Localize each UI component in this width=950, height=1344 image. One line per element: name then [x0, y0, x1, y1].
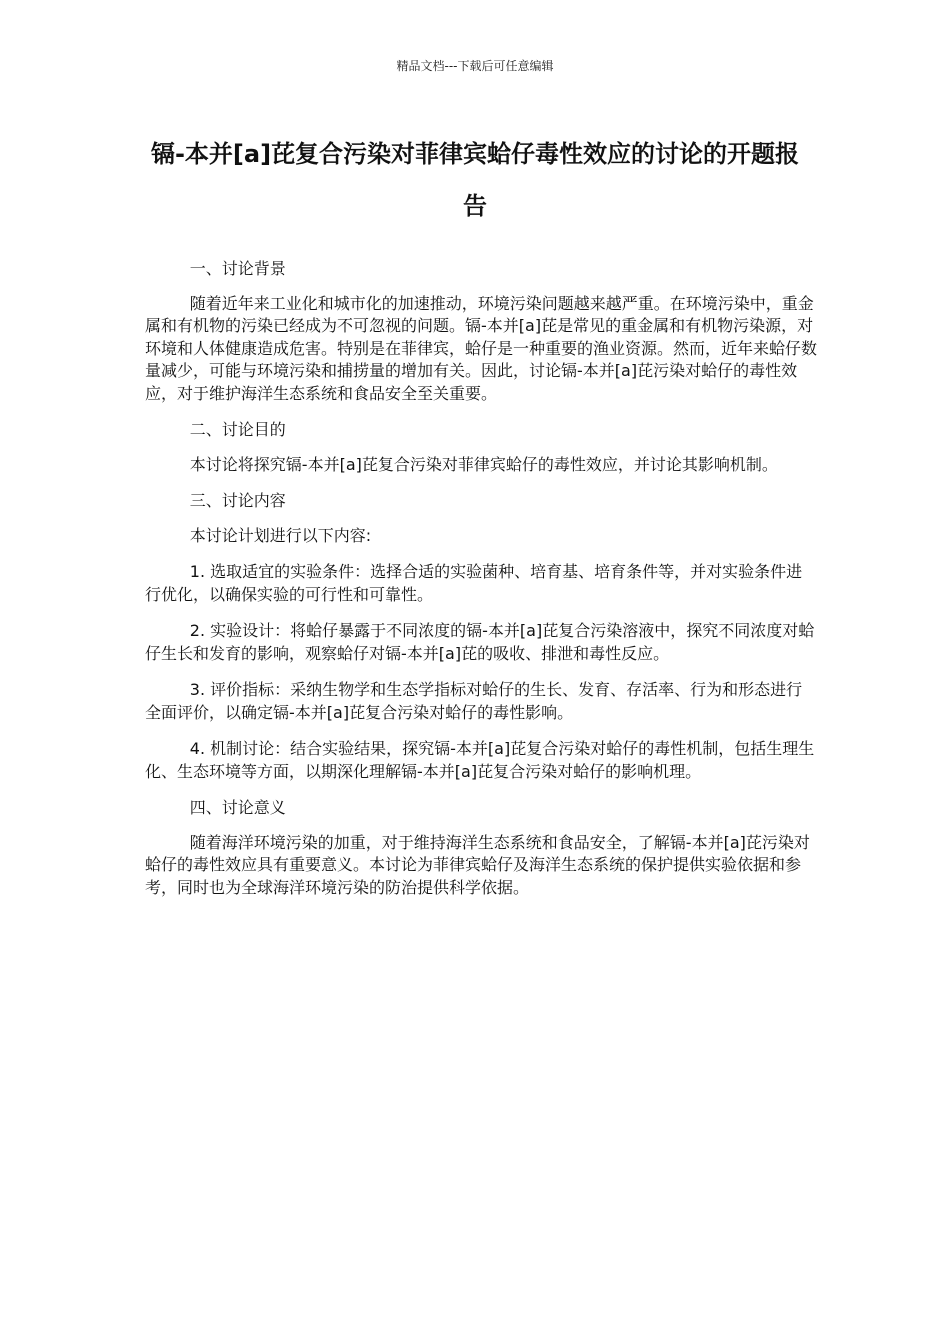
section-heading: 三、讨论内容 [189, 491, 286, 510]
section-heading: 一、讨论背景 [189, 259, 286, 278]
document-body [145, 258, 817, 913]
list-item: 2. 实验设计：将蛤仔暴露于不同浓度的镉-本并[a]芘复合污染溶液中，探究不同浓度对蛤仔生长和发育的影响，观察蛤仔对镉-本并[a]芘的吸收、排泄和毒性反应。 [145, 621, 815, 663]
list-item: 3. 评价指标：采纳生物学和生态学指标对蛤仔的生长、发育、存活率、行为和形态进行全面评价，以确定镉-本并[a]芘复合污染对蛤仔的毒性影响。 [145, 680, 803, 722]
paragraph: 本讨论将探究镉-本并[a]芘复合污染对菲律宾蛤仔的毒性效应，并讨论其影响机制。 [189, 454, 778, 474]
paragraph: 随着近年来工业化和城市化的加速推动，环境污染问题越来越严重。在环境污染中，重金属和有机物的污染已经成为不可忽视的问题。镉-本并[a]芘是常见的重金属和有机物污染源，对环境和人体健康造成危害。特别是在菲律宾，蛤仔是一种重要的渔业资源。然而，近年来蛤仔数量减少，可能与环境污染和捕捞量的增加有关。因此，讨论镉-本并[a]芘污染对蛤仔的毒性效应，对于维护海洋生态系统和食品安全至关重要。 [145, 293, 818, 403]
list-item: 4. 机制讨论：结合实验结果，探究镉-本并[a]芘复合污染对蛤仔的毒性机制，包括生理生化、生态环境等方面，以期深化理解镉-本并[a]芘复合污染对蛤仔的影响机理。 [145, 739, 815, 781]
section-heading: 四、讨论意义 [189, 798, 286, 817]
paragraph: 随着海洋环境污染的加重，对于维持海洋生态系统和食品安全，了解镉-本并[a]芘污染对蛤仔的毒性效应具有重要意义。本讨论为菲律宾蛤仔及海洋生态系统的保护提供实验依据和参考，同时也为全球海洋环境污染的防治提供科学依据。 [145, 832, 810, 897]
header-note: 精品文档---下载后可任意编辑 [396, 59, 554, 73]
paragraph: 本讨论计划进行以下内容: [189, 525, 372, 545]
document-title: 镉-本并[a]芘复合污染对菲律宾蛤仔毒性效应的讨论的开题报告 [150, 140, 800, 220]
list-item: 1. 选取适宜的实验条件：选择合适的实验菌种、培育基、培育条件等，并对实验条件进行优化，以确保实验的可行性和可靠性。 [145, 562, 803, 604]
section-heading: 二、讨论目的 [189, 420, 286, 439]
